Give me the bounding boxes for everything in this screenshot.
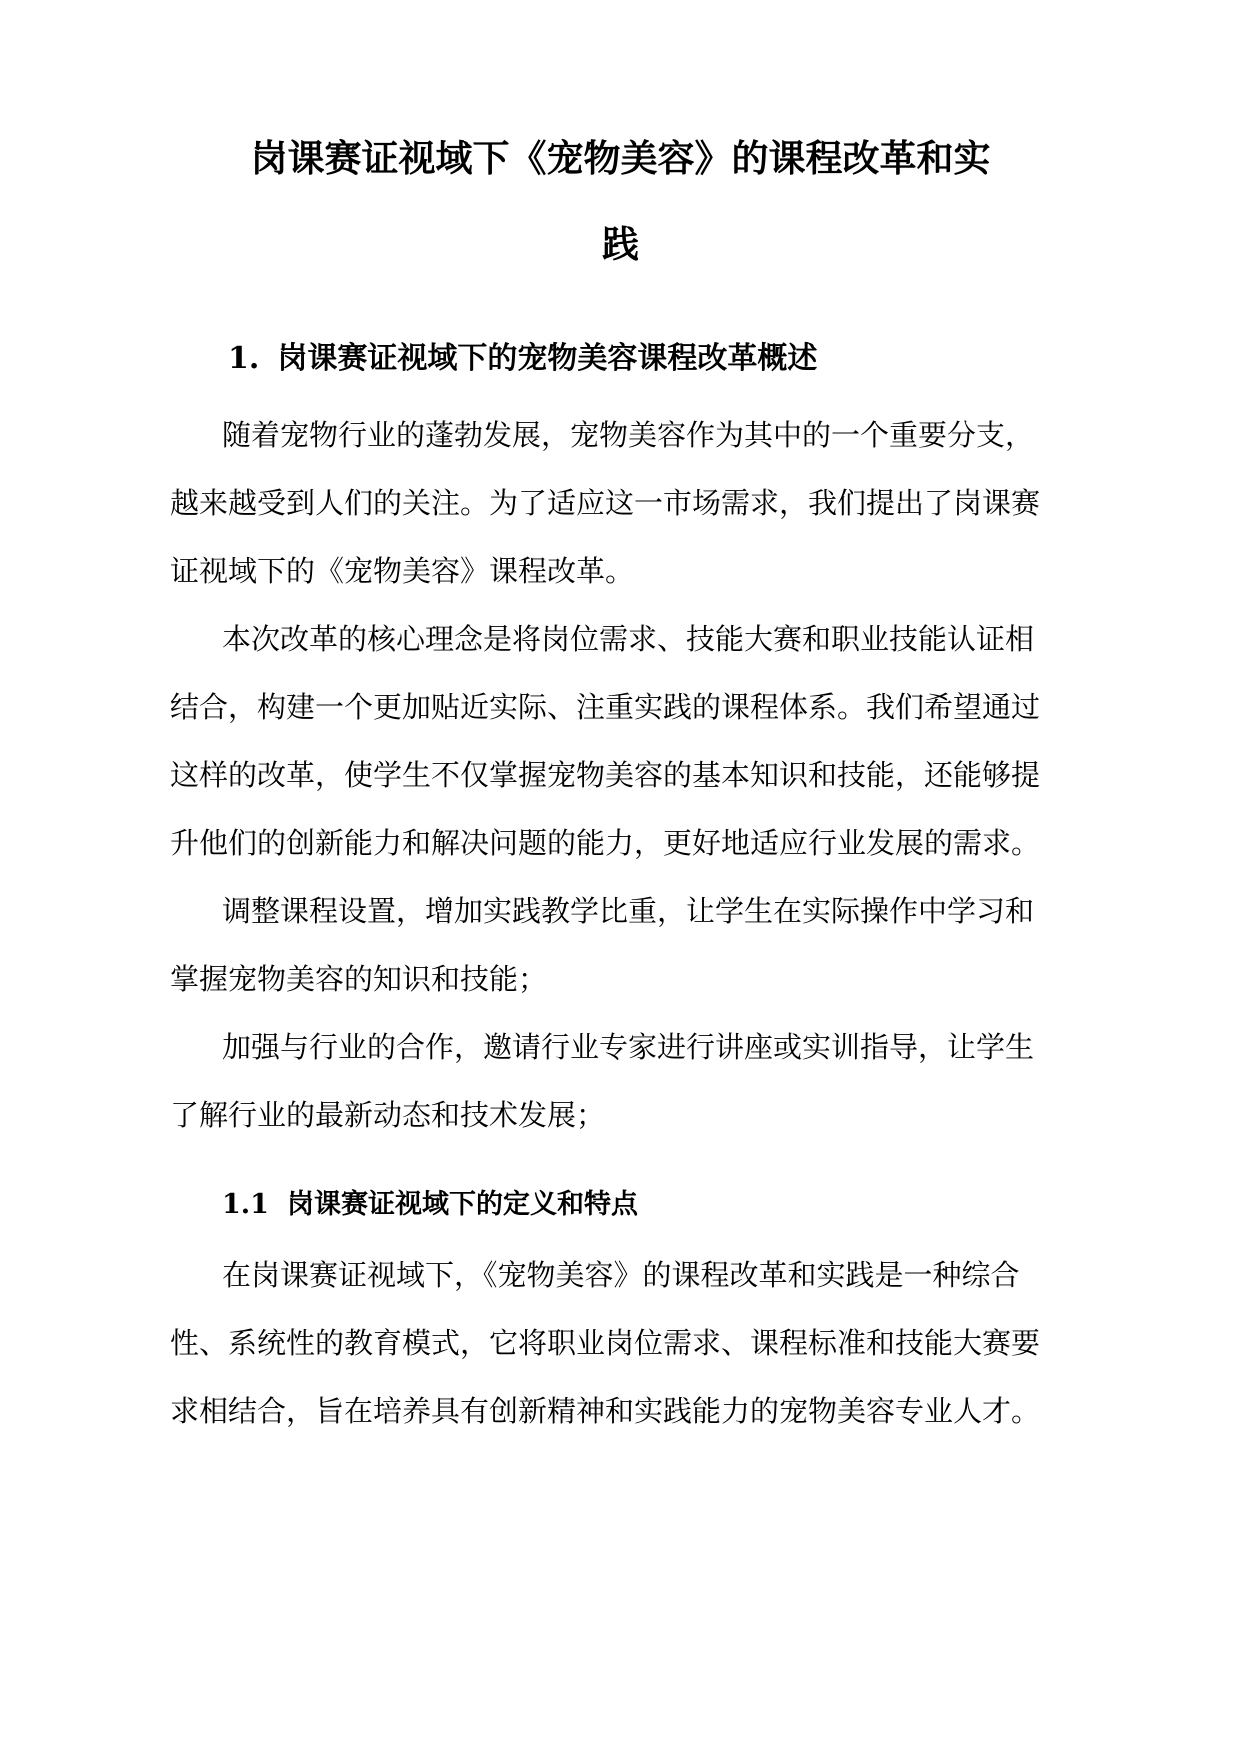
paragraph-line: 了解行业的最新动态和技术发展； [170,1098,606,1132]
section-1-heading-text: 岗课赛证视域下的宠物美容课程改革概述 [277,341,818,376]
section-1-1-heading-text: 岗课赛证视域下的定义和特点 [286,1189,638,1220]
section-1-heading [228,334,817,384]
paragraph-line: 证视域下的《宠物美容》课程改革。 [170,554,635,588]
paragraph-line: 加强与行业的合作，邀请行业专家进行讲座或实训指导，让学生 [222,1030,1035,1064]
paragraph-line: 随着宠物行业的蓬勃发展，宠物美容作为其中的一个重要分支， [222,418,1035,452]
paragraph-line: 性、系统性的教育模式，它将职业岗位需求、课程标准和技能大赛要 [170,1326,1041,1360]
paragraph-line: 这样的改革，使学生不仅掌握宠物美容的基本知识和技能，还能够提 [170,758,1041,792]
paragraph-line: 越来越受到人们的关注。为了适应这一市场需求，我们提出了岗课赛 [170,486,1041,520]
document-title-line-1: 岗课赛证视域下《宠物美容》的课程改革和实 [250,136,991,180]
paragraph-line: 本次改革的核心理念是将岗位需求、技能大赛和职业技能认证相 [222,622,1035,656]
paragraph-line: 升他们的创新能力和解决问题的能力，更好地适应行业发展的需求。 [170,826,1041,860]
document-title-line-2: 践 [602,222,639,266]
paragraph-line: 在岗课赛证视域下，《宠物美容》的课程改革和实践是一种综合 [222,1258,1020,1292]
paragraph-line: 掌握宠物美容的知识和技能； [170,962,548,996]
paragraph-line: 调整课程设置，增加实践教学比重，让学生在实际操作中学习和 [222,894,1035,928]
paragraph-line: 求相结合，旨在培养具有创新精神和实践能力的宠物美容专业人才。 [170,1394,1041,1428]
section-1-1-heading [222,1180,638,1230]
section-1-number: 1. [228,341,260,376]
section-1-1-number: 1.1 [222,1189,269,1220]
paragraph-line: 结合，构建一个更加贴近实际、注重实践的课程体系。我们希望通过 [170,690,1041,724]
